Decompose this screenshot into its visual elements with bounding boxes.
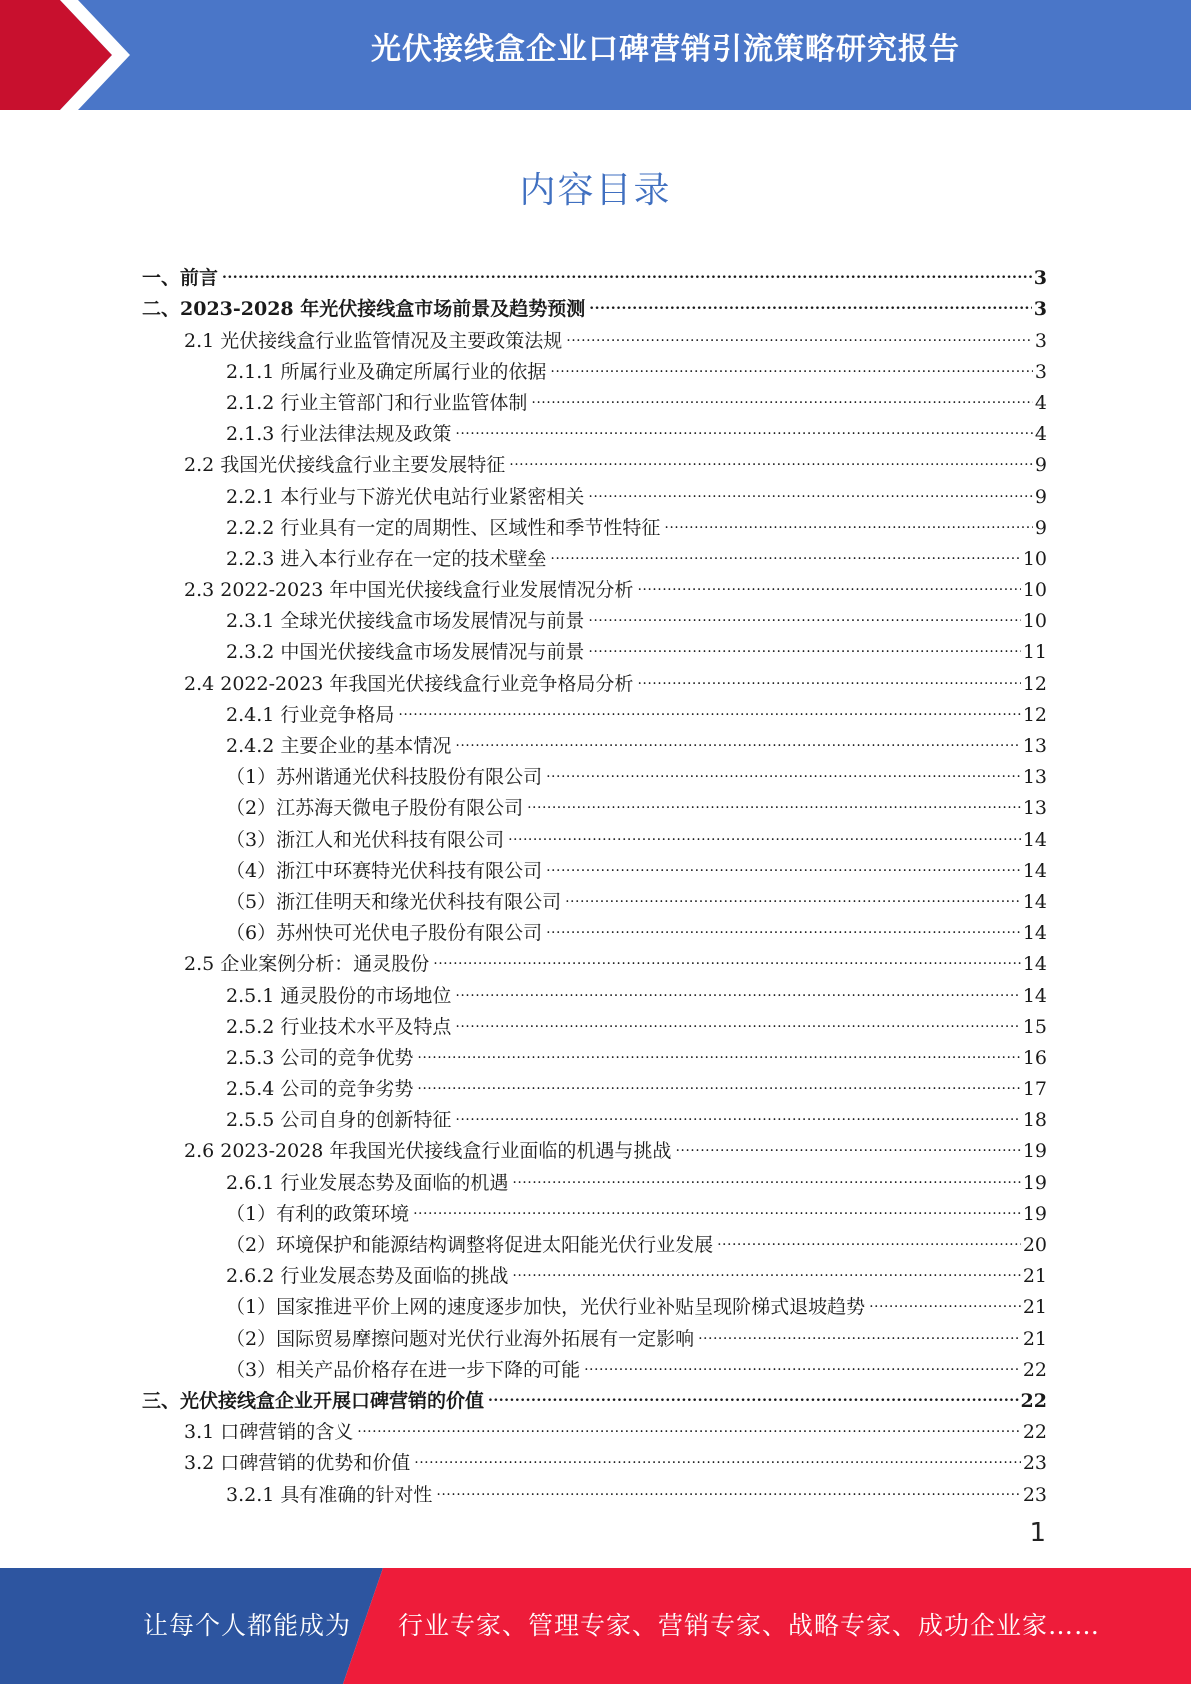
toc-leader-dots	[588, 627, 1020, 658]
toc-leader-dots	[565, 877, 1021, 908]
header-chevron-decoration	[0, 0, 160, 110]
toc-entry-page: 14	[1022, 984, 1047, 1007]
toc-entry-title: 2.1.1 所属行业及确定所属行业的依据	[226, 360, 547, 383]
toc-entry-page: 22	[1022, 1421, 1047, 1444]
toc-entry-title: 二、2023-2028 年光伏接线盒市场前景及趋势预测	[142, 298, 586, 321]
toc-leader-dots	[357, 1407, 1021, 1438]
toc-entry-page: 14	[1022, 922, 1047, 945]
toc-leader-dots	[417, 1033, 1020, 1064]
toc-entry-page: 13	[1022, 735, 1047, 757]
toc-entry-page: 14	[1022, 890, 1047, 913]
toc-entry-title: 2.5.5 公司自身的创新特征	[226, 1109, 452, 1132]
toc-entry-page: 9	[1034, 516, 1047, 539]
toc-entry-page: 3	[1033, 298, 1047, 321]
table-of-contents	[142, 253, 1047, 1506]
toc-leader-dots	[546, 752, 1021, 783]
toc-entry-title: 2.3 2022-2023 年中国光伏接线盒行业发展情况分析	[184, 579, 634, 602]
toc-entry-title: 3.2 口碑营销的优势和价值	[184, 1452, 411, 1475]
toc-leader-dots	[869, 1282, 1021, 1313]
toc-leader-dots	[550, 534, 1020, 565]
toc-entry-page: 10	[1022, 579, 1047, 602]
toc-leader-dots	[717, 1220, 1021, 1251]
toc-entry-title: 2.5.3 公司的竞争优势	[226, 1046, 414, 1069]
toc-entry-page: 14	[1022, 953, 1047, 976]
toc-entry-page: 9	[1034, 454, 1047, 477]
toc-leader-dots	[566, 315, 1033, 346]
toc-entry-title: 2.2 我国光伏接线盒行业主要发展特征	[184, 454, 506, 477]
toc-title: 内容目录	[519, 170, 672, 211]
toc-leader-dots	[436, 1469, 1020, 1500]
toc-entry-title: 2.2.1 本行业与下游光伏电站行业紧密相关	[226, 485, 585, 508]
toc-entry-page: 12	[1022, 672, 1047, 695]
toc-entry-title: 2.3.1 全球光伏接线盒市场发展情况与前景	[226, 610, 585, 633]
toc-entry-page: 14	[1022, 828, 1047, 851]
toc-leader-dots	[550, 347, 1033, 378]
toc-entry-page: 23	[1022, 1452, 1047, 1475]
toc-entry-page: 13	[1022, 766, 1047, 789]
toc-leader-dots	[589, 284, 1032, 315]
toc-entry-page: 19	[1022, 1171, 1047, 1194]
toc-entry-title: 2.4.2 主要企业的基本情况	[226, 735, 452, 757]
toc-leader-dots	[531, 378, 1033, 409]
toc-entry-title: （4）浙江中环赛特光伏科技有限公司	[226, 859, 543, 882]
toc-leader-dots	[455, 1095, 1020, 1126]
toc-leader-dots	[637, 565, 1020, 596]
toc-leader-dots	[509, 440, 1033, 471]
header-title: 光伏接线盒企业口碑营销引流策略研究报告	[371, 32, 960, 67]
toc-entry-title: （1）有利的政策环境	[226, 1202, 410, 1225]
toc-entry-page: 22	[1020, 1389, 1047, 1412]
toc-entry-page: 16	[1022, 1046, 1047, 1069]
toc-leader-dots	[417, 1064, 1020, 1095]
toc-entry-page: 9	[1034, 485, 1047, 508]
toc-entry-page: 21	[1022, 1296, 1047, 1319]
toc-entry-page: 12	[1022, 703, 1047, 726]
toc-entry-title: 2.5 企业案例分析：通灵股份	[184, 953, 430, 976]
toc-entry-title: （3）相关产品价格存在进一步下降的可能	[226, 1358, 581, 1381]
toc-entry-title: 2.5.4 公司的竞争劣势	[226, 1078, 414, 1101]
toc-leader-dots	[508, 814, 1021, 845]
toc-leader-dots	[588, 471, 1033, 502]
toc-leader-dots	[413, 1189, 1021, 1220]
toc-entry-page: 20	[1022, 1234, 1047, 1256]
toc-leader-dots	[398, 690, 1020, 721]
toc-leader-dots	[512, 1157, 1020, 1188]
toc-entry-page: 17	[1022, 1078, 1047, 1101]
toc-entry-title: （2）江苏海天微电子股份有限公司	[226, 797, 524, 820]
toc-entry-page: 23	[1022, 1483, 1047, 1506]
page-footer	[0, 1568, 1191, 1684]
toc-entry-title: 2.6.2 行业发展态势及面临的挑战	[226, 1265, 509, 1288]
toc-entry-page: 14	[1022, 859, 1047, 882]
toc-leader-dots	[414, 1438, 1021, 1469]
toc-entry-title: 2.2.2 行业具有一定的周期性、区域性和季节性特征	[226, 516, 661, 539]
toc-entry-page: 10	[1022, 547, 1047, 570]
toc-entry-title: 2.5.2 行业技术水平及特点	[226, 1015, 452, 1038]
page-header	[0, 0, 1191, 110]
toc-entry-title: 2.3.2 中国光伏接线盒市场发展情况与前景	[226, 641, 585, 664]
toc-leader-dots	[698, 1313, 1021, 1344]
toc-entry-page: 3	[1034, 329, 1047, 352]
toc-leader-dots	[664, 503, 1033, 534]
toc-entry-title: 3.2.1 具有准确的针对性	[226, 1483, 433, 1506]
toc-entry-page: 11	[1022, 641, 1047, 664]
toc-entry-title: （2）环境保护和能源结构调整将促进太阳能光伏行业发展	[226, 1234, 714, 1256]
toc-leader-dots	[455, 970, 1020, 1001]
toc-entry-title: （6）苏州快可光伏电子股份有限公司	[226, 922, 543, 945]
footer-slogan-left: 让每个人都能成为	[143, 1611, 352, 1640]
toc-leader-dots	[546, 908, 1021, 939]
toc-entry-page: 4	[1034, 423, 1047, 446]
toc-entry-page: 18	[1022, 1109, 1047, 1132]
toc-entry-title: 三、光伏接线盒企业开展口碑营销的价值	[142, 1389, 485, 1412]
toc-entry-title: （1）苏州谐通光伏科技股份有限公司	[226, 766, 543, 789]
toc-leader-dots	[455, 409, 1033, 440]
toc-leader-dots	[488, 1376, 1019, 1407]
toc-entry-title: 一、前言	[142, 267, 219, 290]
toc-entry-title: 2.6.1 行业发展态势及面临的机遇	[226, 1171, 509, 1194]
toc-leader-dots	[512, 1251, 1020, 1282]
toc-entry-page: 19	[1022, 1202, 1047, 1225]
toc-entry-title: （2）国际贸易摩擦问题对光伏行业海外拓展有一定影响	[226, 1327, 695, 1350]
toc-entry-page: 19	[1022, 1140, 1047, 1163]
toc-entry-title: 2.1.3 行业法律法规及政策	[226, 423, 452, 446]
toc-entry-page: 21	[1022, 1265, 1047, 1288]
toc-leader-dots	[675, 1126, 1020, 1157]
toc-entry-title: 2.4.1 行业竞争格局	[226, 703, 395, 726]
toc-entry-title: 2.6 2023-2028 年我国光伏接线盒行业面临的机遇与挑战	[184, 1140, 672, 1163]
toc-entry-page: 3	[1033, 267, 1047, 290]
toc-leader-dots	[527, 783, 1021, 814]
toc-leader-dots	[455, 721, 1020, 752]
toc-entry-page: 3	[1034, 360, 1047, 383]
toc-leader-dots	[433, 939, 1021, 970]
toc-leader-dots	[455, 1002, 1020, 1033]
toc-leader-dots	[637, 658, 1020, 689]
toc-entry-title: 2.4 2022-2023 年我国光伏接线盒行业竞争格局分析	[184, 672, 634, 695]
toc-leader-dots	[222, 253, 1032, 284]
footer-slogan-right: 行业专家、管理专家、营销专家、战略专家、成功企业家……	[398, 1611, 1101, 1640]
toc-entry-title: 3.1 口碑营销的含义	[184, 1421, 354, 1444]
toc-entry-title: （5）浙江佳明天和缘光伏科技有限公司	[226, 890, 562, 913]
toc-entry[interactable]	[142, 284, 1047, 321]
toc-entry-page: 21	[1022, 1327, 1047, 1350]
toc-leader-dots	[584, 1345, 1021, 1376]
toc-entry-page: 4	[1034, 391, 1047, 414]
toc-entry-page: 15	[1022, 1015, 1047, 1038]
toc-leader-dots	[546, 846, 1021, 877]
toc-entry-title: （1）国家推进平价上网的速度逐步加快，光伏行业补贴呈现阶梯式退坡趋势	[226, 1296, 866, 1319]
page-number: 1	[1029, 1518, 1046, 1548]
toc-entry-title: 2.2.3 进入本行业存在一定的技术壁垒	[226, 547, 547, 570]
toc-entry-page: 22	[1022, 1358, 1047, 1381]
toc-entry-title: 2.1.2 行业主管部门和行业监管体制	[226, 391, 528, 414]
toc-entry-page: 13	[1022, 797, 1047, 820]
toc-entry-page: 10	[1022, 610, 1047, 633]
toc-entry-title: 2.1 光伏接线盒行业监管情况及主要政策法规	[184, 329, 563, 352]
toc-leader-dots	[588, 596, 1020, 627]
toc-entry-title: 2.5.1 通灵股份的市场地位	[226, 984, 452, 1007]
toc-entry-title: （3）浙江人和光伏科技有限公司	[226, 828, 505, 851]
toc-entry[interactable]	[142, 253, 1047, 290]
